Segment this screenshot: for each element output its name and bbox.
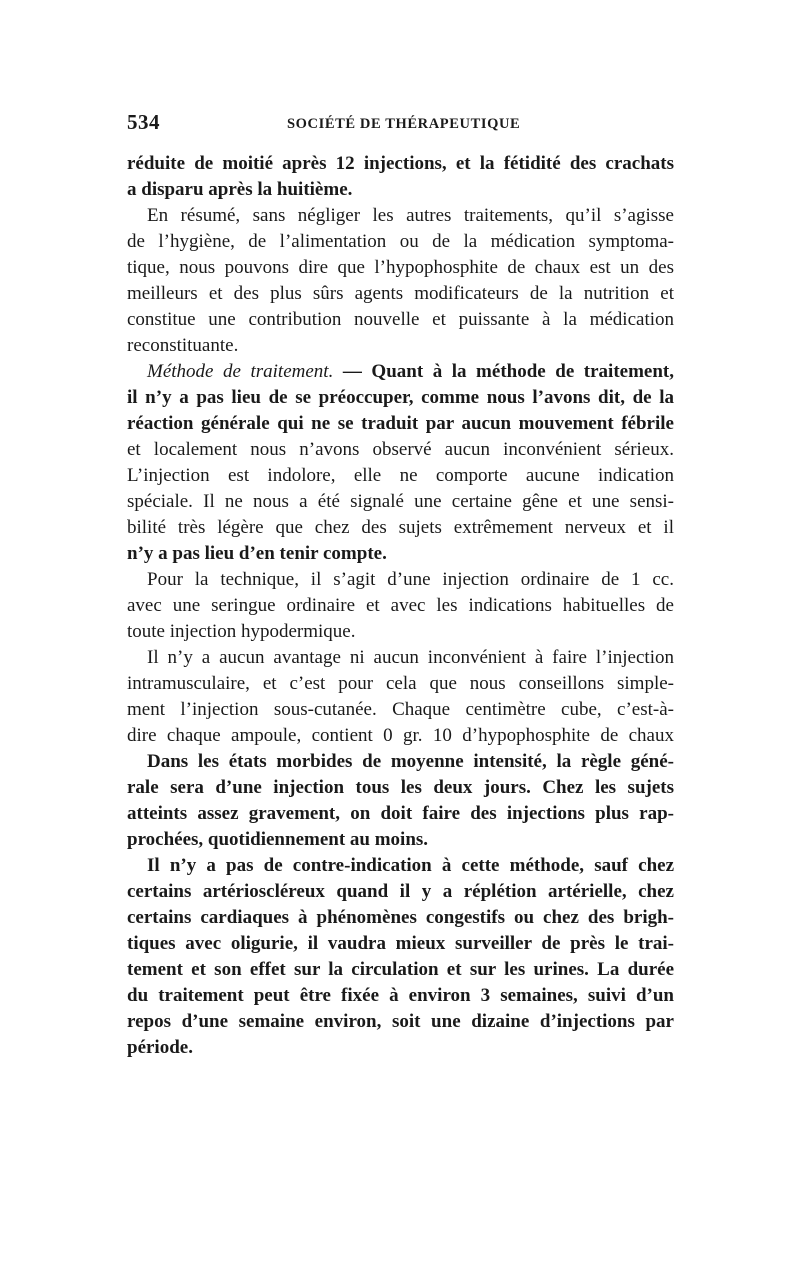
text-line: certains artérioscléreux quand il y a réplétion artérielle, chez [127, 881, 674, 902]
text-line: constitue une contribution nouvelle et puissante à la médication [127, 309, 674, 330]
text-line: réaction générale qui ne se traduit par aucun mouvement fébrile [127, 413, 674, 434]
text-line: dire chaque ampoule, contient 0 gr. 10 d’hypophosphite de chaux [127, 725, 674, 746]
text-line: tiques avec oligurie, il vaudra mieux surveiller de près le trai- [127, 933, 674, 954]
text-line: tique, nous pouvons dire que l’hypophosphite de chaux est un des [127, 257, 674, 278]
text-line: ment l’injection sous-cutanée. Chaque centimètre cube, c’est-à- [127, 699, 674, 720]
text-line: certains cardiaques à phénomènes congestifs ou chez des brigh- [127, 907, 674, 928]
text-line: repos d’une semaine environ, soit une dizaine d’injections par [127, 1011, 674, 1032]
text-line: toute injection hypodermique. [127, 621, 356, 642]
text-line: période. [127, 1037, 193, 1058]
text-line: il n’y a pas lieu de se préoccuper, comme nous l’avons dit, de la [127, 387, 674, 408]
section-line [127, 359, 674, 385]
text-line: Il n’y a pas de contre-indication à cette méthode, sauf chez [147, 855, 674, 876]
text-line: réduite de moitié après 12 injections, et la fétidité des crachats [127, 153, 674, 174]
running-title: SOCIÉTÉ DE THÉRAPEUTIQUE [287, 116, 521, 132]
section-heading: Méthode de traitement. [147, 361, 334, 382]
text-line: reconstituante. [127, 335, 239, 356]
text-line: Dans les états morbides de moyenne intensité, la règle géné- [147, 751, 674, 772]
text-line: du traitement peut être fixée à environ 3 semaines, suivi d’un [127, 985, 674, 1006]
text-line: de l’hygiène, de l’alimentation ou de la médication symptoma- [127, 231, 674, 252]
text-line: intramusculaire, et c’est pour cela que nous conseillons simple- [127, 673, 674, 694]
text-line: prochées, quotidiennement au moins. [127, 829, 429, 850]
text-line: n’y a pas lieu d’en tenir compte. [127, 543, 387, 564]
text-line: atteints assez gravement, on doit faire des injections plus rap- [127, 803, 674, 824]
page-header [127, 110, 675, 140]
text-line: a disparu après la huitième. [127, 179, 353, 200]
text-line: spéciale. Il ne nous a été signalé une certaine gêne et une sensi- [127, 491, 674, 512]
text-line: Il n’y a aucun avantage ni aucun inconvénient à faire l’injection [147, 647, 674, 668]
text-line: avec une seringue ordinaire et avec les indications habituelles de [127, 595, 674, 616]
text-line: et localement nous n’avons observé aucun inconvénient sérieux. [127, 439, 674, 460]
text-line: tement et son effet sur la circulation et sur les urines. La durée [127, 959, 674, 980]
text-line: Pour la technique, il s’agit d’une injection ordinaire de 1 cc. [147, 569, 674, 590]
page-number: 534 [127, 110, 160, 134]
text-line: En résumé, sans négliger les autres traitements, qu’il s’agisse [147, 205, 674, 226]
text-line: L’injection est indolore, elle ne comporte aucune indication [127, 465, 674, 486]
text-line: rale sera d’une injection tous les deux jours. Chez les sujets [127, 777, 674, 798]
text-line: meilleurs et des plus sûrs agents modificateurs de la nutrition et [127, 283, 674, 304]
section-line-text: — Quant à la méthode de traitement, [342, 361, 674, 382]
text-line: bilité très légère que chez des sujets extrêmement nerveux et il [127, 517, 674, 538]
